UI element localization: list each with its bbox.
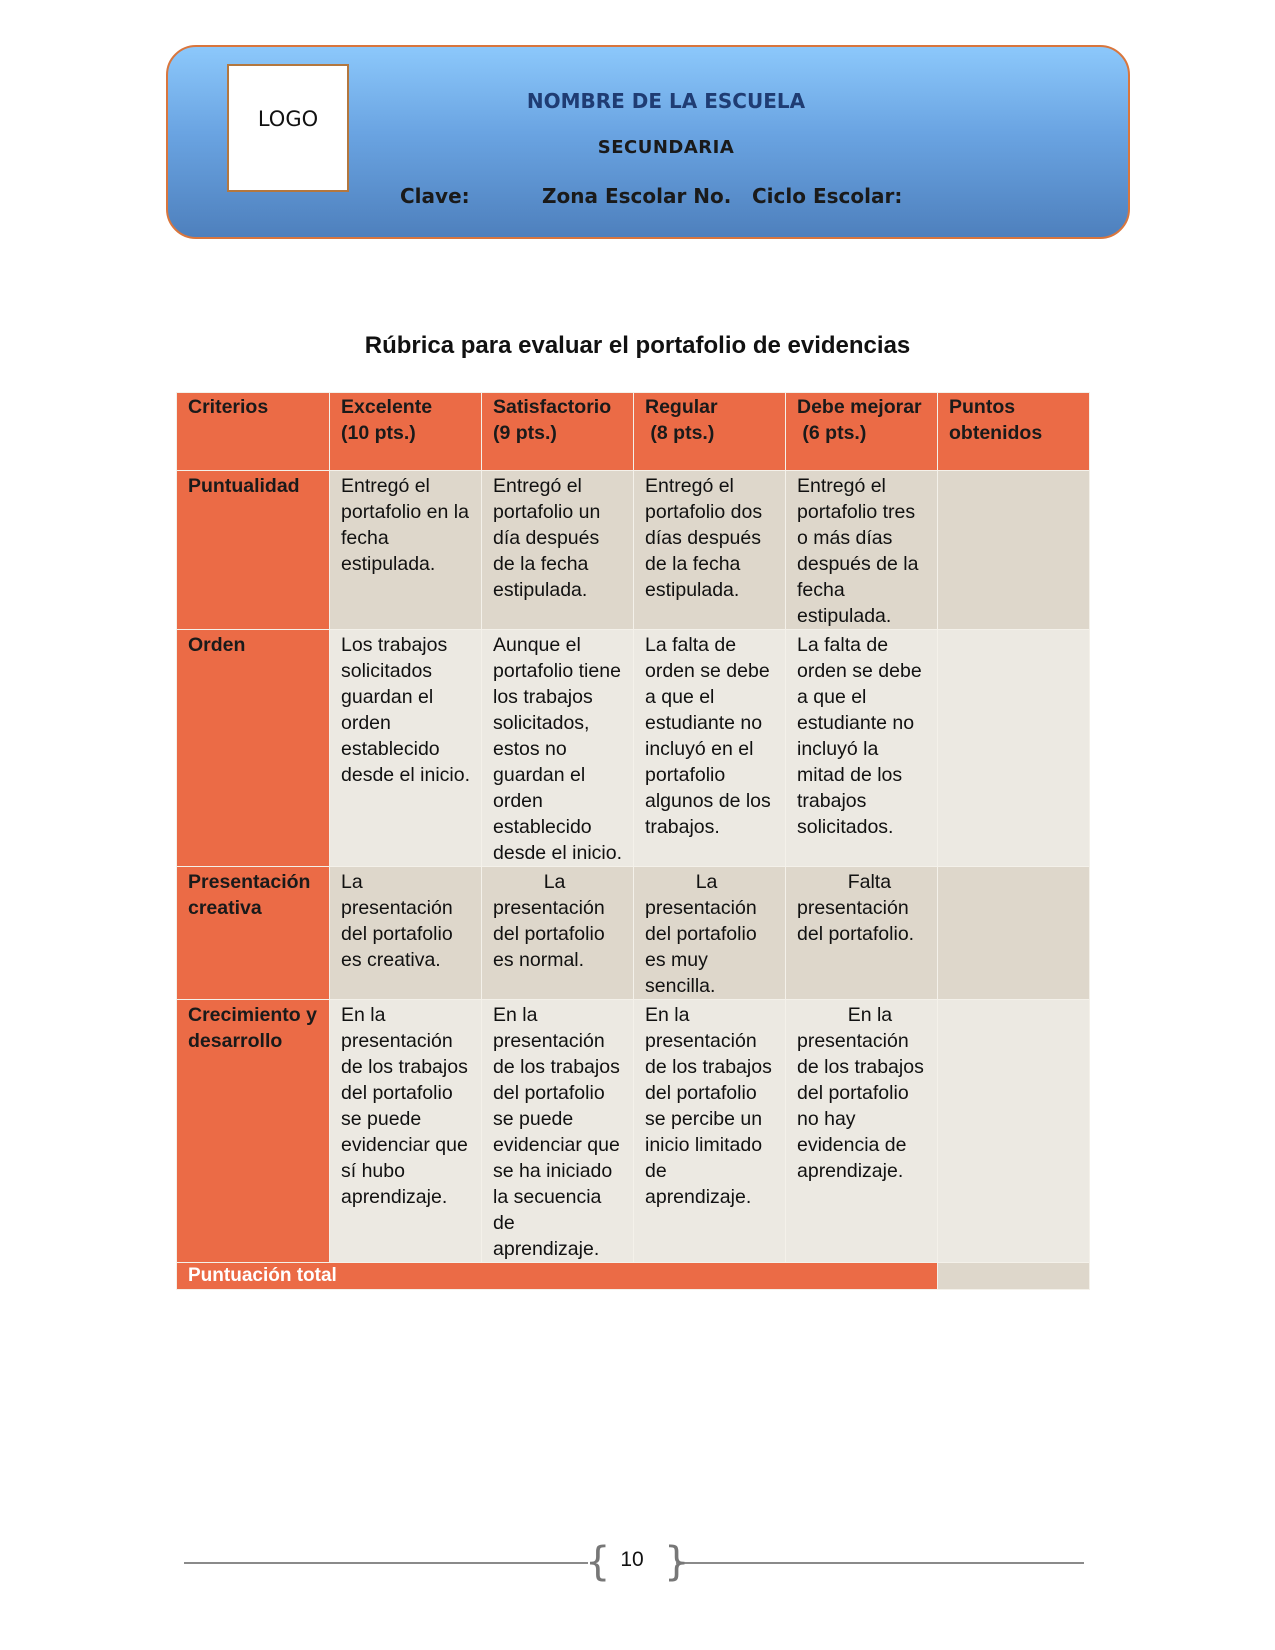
cell-puntos-obtenidos[interactable]	[938, 630, 1090, 867]
cell-regular: Entregó el portafolio dos días después de la fecha estipulada.	[634, 471, 786, 630]
header-puntos-obtenidos: Puntos obtenidos	[938, 393, 1090, 471]
header-satisfactorio: Satisfactorio (9 pts.)	[482, 393, 634, 471]
table-row	[177, 471, 1090, 630]
table-row	[177, 630, 1090, 867]
cell-debe-mejorar: En la presentación de los trabajos del portafolio no hay evidencia de aprendizaje.	[786, 1000, 938, 1263]
criterion-crecimiento-desarrollo: Crecimiento y desarrollo	[177, 1000, 330, 1263]
footer-divider-right	[676, 1562, 1084, 1564]
criterion-orden: Orden	[177, 630, 330, 867]
total-value[interactable]	[938, 1263, 1090, 1290]
header-regular-line2: (8 pts.)	[645, 422, 715, 444]
right-brace-icon: }	[664, 1539, 690, 1585]
logo-placeholder	[227, 64, 349, 192]
header-regular-line1: Regular	[645, 396, 718, 418]
cell-debe-mejorar: Entregó el portafolio tres o más días después de la fecha estipulada.	[786, 471, 938, 630]
cell-debe-mejorar: La falta de orden se debe a que el estudiante no incluyó la mitad de los trabajos solicitados.	[786, 630, 938, 867]
cell-regular: La presentación del portafolio es muy sencilla.	[634, 867, 786, 1000]
total-label: Puntuación total	[177, 1263, 938, 1290]
header-regular	[634, 393, 786, 471]
cell-puntos-obtenidos[interactable]	[938, 867, 1090, 1000]
left-brace-icon: {	[585, 1539, 611, 1585]
table-header-row	[177, 393, 1090, 471]
footer-divider-left	[184, 1562, 588, 1564]
clave-label: Clave:	[400, 184, 470, 208]
table-row	[177, 1000, 1090, 1263]
school-header-banner	[166, 45, 1130, 239]
cell-satisfactorio: En la presentación de los trabajos del portafolio se puede evidenciar que se ha iniciado la secuencia de aprendizaje.	[482, 1000, 634, 1263]
cell-puntos-obtenidos[interactable]	[938, 471, 1090, 630]
cell-satisfactorio: Aunque el portafolio tiene los trabajos solicitados, estos no guardan el orden establecido desde el inicio.	[482, 630, 634, 867]
cell-excelente: Entregó el portafolio en la fecha estipulada.	[330, 471, 482, 630]
document-title: Rúbrica para evaluar el portafolio de evidencias	[364, 332, 911, 359]
zona-escolar-label: Zona Escolar No.	[542, 184, 732, 208]
header-excelente-line2: (10 pts.)	[341, 422, 416, 444]
school-level: SECUNDARIA	[597, 137, 735, 158]
header-criterios: Criterios	[177, 393, 330, 471]
cell-satisfactorio: La presentación del portafolio es normal.	[482, 867, 634, 1000]
cell-satisfactorio: Entregó el portafolio un día después de la fecha estipulada.	[482, 471, 634, 630]
cell-excelente: En la presentación de los trabajos del portafolio se puede evidenciar que sí hubo aprendizaje.	[330, 1000, 482, 1263]
cell-debe-mejorar: Falta presentación del portafolio.	[786, 867, 938, 1000]
total-row	[177, 1263, 1090, 1290]
header-debe-mejorar-line1: Debe mejorar	[797, 396, 922, 418]
header-debe-mejorar	[786, 393, 938, 471]
cell-regular: La falta de orden se debe a que el estudiante no incluyó en el portafolio algunos de los trabajos.	[634, 630, 786, 867]
table-row	[177, 867, 1090, 1000]
school-name: NOMBRE DE LA ESCUELA	[526, 89, 806, 113]
cell-excelente: La presentación del portafolio es creativa.	[330, 867, 482, 1000]
header-excelente	[330, 393, 482, 471]
cell-puntos-obtenidos[interactable]	[938, 1000, 1090, 1263]
header-debe-mejorar-line2: (6 pts.)	[797, 422, 867, 444]
logo-text: LOGO	[257, 107, 319, 131]
page-number: 10	[620, 1548, 644, 1571]
header-excelente-line1: Excelente	[341, 396, 433, 418]
cell-excelente: Los trabajos solicitados guardan el orden establecido desde el inicio.	[330, 630, 482, 867]
criterion-puntualidad: Puntualidad	[177, 471, 330, 630]
ciclo-escolar-label: Ciclo Escolar:	[752, 184, 903, 208]
criterion-presentacion-creativa: Presentación creativa	[177, 867, 330, 1000]
cell-regular: En la presentación de los trabajos del portafolio se percibe un inicio limitado de aprendizaje.	[634, 1000, 786, 1263]
rubric-table	[176, 392, 1090, 1290]
